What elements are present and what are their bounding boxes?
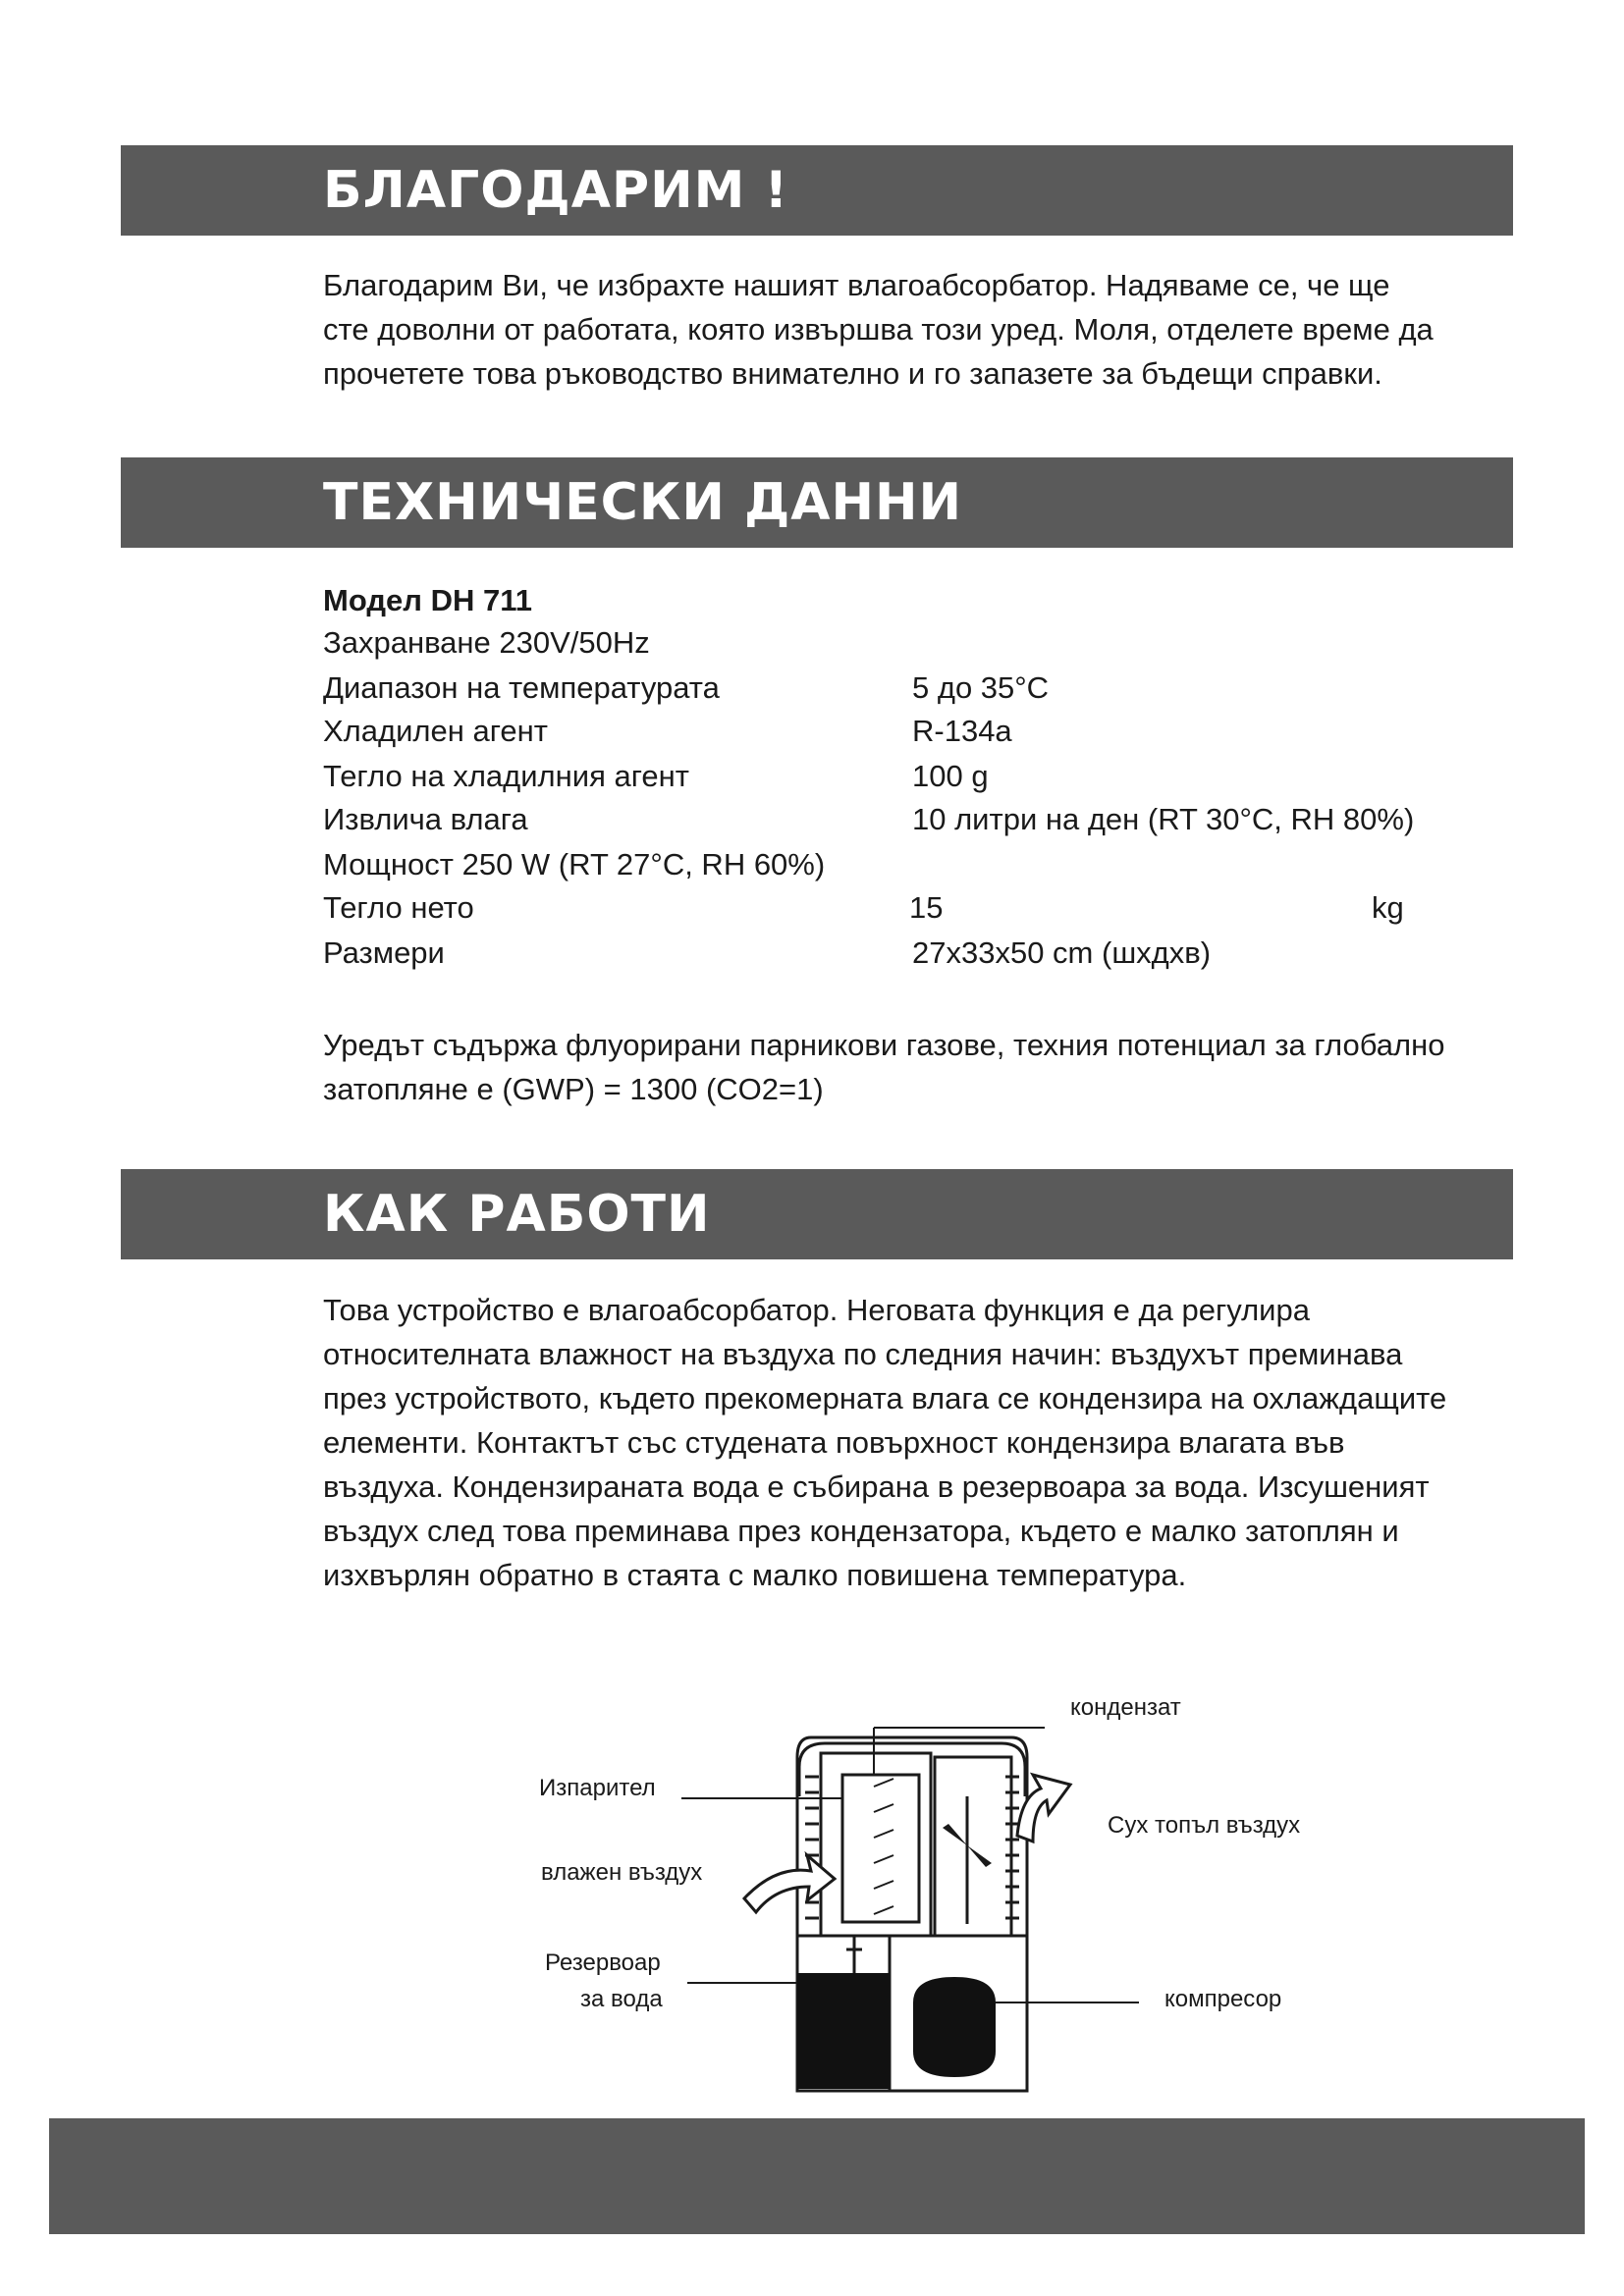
- thanks-line: прочетете това ръководство внимателно и го запазете за бъдещи справки.: [323, 356, 1382, 391]
- spec-label-net-weight: Тегло нето: [323, 890, 474, 925]
- drip-pipe: [846, 1936, 862, 1973]
- unit-top-outline: [799, 1743, 1025, 1796]
- leader-lines: [681, 1728, 1139, 2002]
- how-line: през устройството, където прекомерната влага се кондензира на охлаждащите: [323, 1381, 1447, 1415]
- spec-power-supply: Захранване 230V/50Hz: [323, 625, 650, 660]
- spec-unit-net-weight: kg: [1372, 890, 1404, 925]
- how-line: изхвърлян обратно в стаята с малко повишена температура.: [323, 1558, 1187, 1592]
- label-compressor: компресор: [1164, 1986, 1282, 2012]
- spec-value-temperature-range: 5 до 35°C: [912, 670, 1050, 705]
- gwp-line: Уредът съдържа флуорирани парникови газове, техния потенциал за глобално: [323, 1028, 1445, 1062]
- spec-label-temperature-range: Диапазон на температурата: [323, 670, 720, 705]
- label-tank-line1: Резервоар: [545, 1949, 661, 1976]
- thanks-line: Благодарим Ви, че избрахте нашият влагоабсорбатор. Надяваме се, че ще: [323, 268, 1390, 302]
- inner-frame: [821, 1753, 931, 1936]
- spec-label-moisture-removal: Извлича влага: [323, 802, 528, 836]
- how-line: елементи. Контактът със студената повърхност кондензира влагата във: [323, 1425, 1345, 1460]
- label-humid-air: влажен въздух: [541, 1859, 703, 1886]
- condenser-box: [935, 1757, 1011, 1936]
- spec-value-moisture-removal: 10 литри на ден (RT 30°C, RH 80%): [912, 802, 1415, 836]
- spec-model: Модел DH 711: [323, 583, 532, 617]
- spec-label-refrigerant-weight: Тегло на хладилния агент: [323, 759, 689, 793]
- spec-power: Мощност 250 W (RT 27°C, RH 60%): [323, 847, 826, 881]
- how-line: относителната влажност на въздуха по следния начин: въздухът преминава: [323, 1337, 1403, 1371]
- label-condensate: кондензат: [1070, 1694, 1181, 1721]
- spec-value-refrigerant: R-134a: [912, 714, 1012, 748]
- gwp-line: затопляне е (GWP) = 1300 (CO2=1): [323, 1072, 824, 1106]
- how-line: Това устройство е влагоабсорбатор. Неговата функция е да регулира: [323, 1293, 1310, 1327]
- section-title-how: КАК РАБОТИ: [323, 1185, 711, 1244]
- spec-label-refrigerant: Хладилен агент: [323, 714, 548, 748]
- footer-bar: [49, 2118, 1585, 2234]
- evaporator-fins: [874, 1779, 893, 1914]
- spec-label-dimensions: Размери: [323, 935, 445, 970]
- spec-value-net-weight: 15: [909, 890, 944, 925]
- label-tank-line2: за вода: [580, 1986, 663, 2012]
- how-line: въздуха. Кондензираната вода е събирана в резервоара за вода. Изсушеният: [323, 1469, 1430, 1504]
- label-evaporator: Изпарител: [539, 1775, 656, 1801]
- compressor-shape: [913, 1977, 996, 2077]
- evaporator-box: [842, 1775, 919, 1922]
- thanks-line: сте доволни от работата, която извършва този уред. Моля, отделете време да: [323, 312, 1434, 347]
- section-title-thanks: БЛАГОДАРИМ !: [323, 161, 789, 220]
- water-tank: [797, 1973, 890, 2089]
- label-dry-warm-air: Сух топъл въздух: [1108, 1812, 1301, 1839]
- how-line: въздух след това преминава през кондензатора, където е малко затоплян и: [323, 1514, 1399, 1548]
- spec-value-dimensions: 27x33x50 cm (шхдхв): [912, 935, 1212, 970]
- section-title-specs: ТЕХНИЧЕСКИ ДАННИ: [323, 473, 963, 532]
- spec-value-refrigerant-weight: 100 g: [912, 759, 989, 793]
